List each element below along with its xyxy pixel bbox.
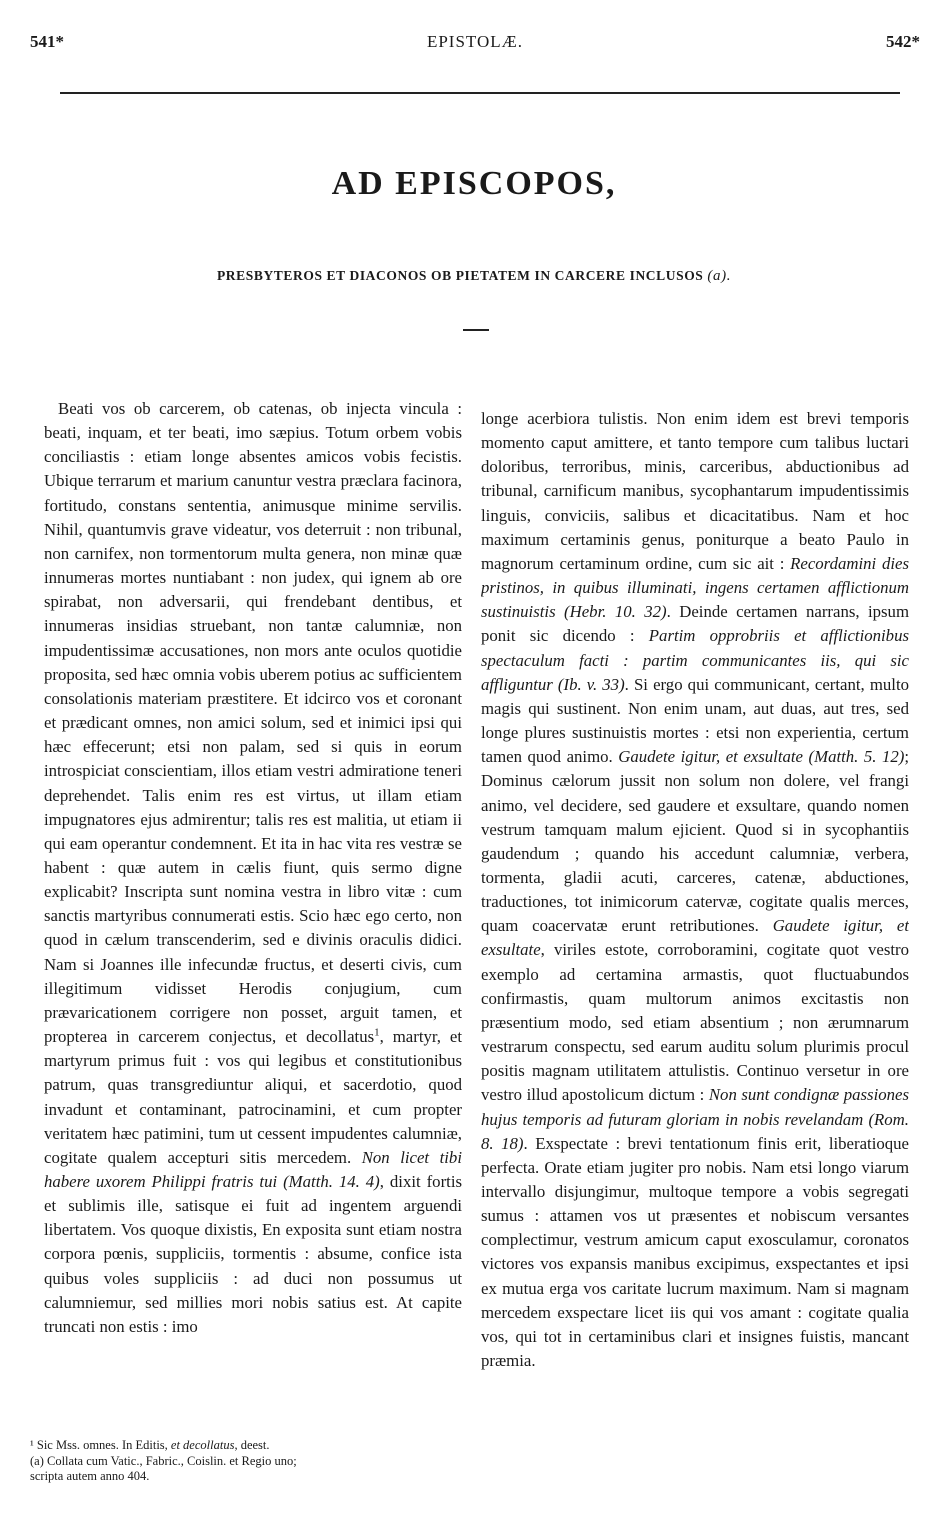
- scripture-reference: (Ib. v. 33): [557, 674, 625, 694]
- header-rule: [60, 92, 900, 94]
- scripture-quote: Gaudete igitur, et exsultate: [618, 747, 803, 767]
- text-run: . Si ergo qui communicant, certant, multo magis qui sustinent. Non enim unam, aut duas, aut tres, sed longe plures sustinuistis mortes : etsi non experientia, certum tamen quod animo.: [481, 674, 909, 767]
- footnote-italic: et decollatus: [170, 1438, 235, 1452]
- scripture-reference: (Rom. 8. 18): [481, 1109, 909, 1153]
- scripture-reference: (Matth. 5. 12): [808, 747, 905, 767]
- running-title: EPISTOLÆ.: [426, 32, 524, 51]
- text-run: Beati vos ob carcerem, ob catenas, ob injecta vincula : beati, inquam, et ter beati, imo sæpius. Totum orbem vobis conciliastis : etiam longe absentes amicos vobis fecistis. Ubique terrarum et marium canuntur vestra præclara facinora, fortitudo, constans sententia, animusque minime servilis. Nihil, quantumvis grave videatur, vos deterruit : non tribunal, non carnifex, non tormentorum multa genera, non minæ quæ innumeras mortes nuntiabant : non judex, qui ignem ab ore spirabat, non adversarii, qui frendebant dentibus, et innumeras insidias struebant, non tantæ calumniæ, non impudentissimæ accusationes, non mors ante oculos quotidie proposita, sed hæc omnia vobis uberem potius ac sufficientem consolationis materiam præstitere. Et idcirco vos et coronant et prædicant omnes, non amici solum, sed et inimici ipsi qui hæc effecerunt; etsi non palam, sed si quis in eorum introspiciat conscientiam, illos etiam vestri admiratione teneri deprehendet. Talis enim res est virtus, ut illam etiam impugnatores ejus admirentur; talis res est malitia, ut etiam ii qui eam operantur condemnent. Et ita in hac vita res vestræ se habent : quæ autem in cælis fiunt, quis sermo digne explicabit? Inscripta sunt nomina vestra in libro vitæ : cum sanctis martyribus connumerati estis. Scio hæc ego certo, non quod in cælum transcenderim, sed e divinis oraculis didici. Nam si Joannes ille infecundæ fructus, et deserti civis, cum illegitimum vidisset Herodis conjugium, cum prævaricationem corrigere non posset, arguit tamen, et propterea in carcerem conjectus, et decollatus: [44, 399, 462, 1047]
- scripture-quote: Non licet tibi habere uxorem Philippi fratris tui: [44, 1147, 462, 1191]
- scripture-reference: (Matth. 14. 4): [283, 1172, 380, 1191]
- footnote-a: (a) Collata cum Vatic., Fabric., Coislin. et Regio uno;: [30, 1453, 297, 1468]
- text-run: ; Dominus cælorum jussit non solum non dolere, vel frangi animo, vel decidere, sed gaudere et exsultare, quando nomen vestrum tamquam malum ejicient. Quod si in sycophantiis gaudendum ; quando his accedunt calumniæ, verbera, tormenta, gladii acuti, carceres, catenæ, abductiones, traductiones, tot inimicorum catervæ, cogitate qualis merces, quam coacervatæ erunt retributiones.: [481, 747, 909, 936]
- scripture-quote: Non sunt condignæ passiones hujus temporis ad futuram gloriam in nobis revelandam: [481, 1085, 909, 1129]
- footnote-text: , deest.: [234, 1438, 270, 1452]
- scripture-quote: Gaudete igitur, et exsultate: [481, 916, 909, 960]
- text-run: , viriles estote, corroboramini, cogitate quot vestro exemplo ad certamina armastis, quot fluctuabundos confirmastis, quam multorum animos excitastis non præsentium modo, sed etiam absentium ; non ærumnarum vestrarum conspectu, sed earum auditu solum plurimis procul positis magnam utilitatem attulistis. Continuo versetur in ore vestro illud apostolicum dictum :: [481, 940, 909, 1105]
- page-number-left: 541*: [30, 32, 64, 51]
- text-run: longe acerbiora tulistis. Non enim idem est brevi temporis momento caput amittere, et tanto tempore cum talibus luctari doloribus, terroribus, minis, carceribus, abductionibus ad tribunal, carnificum manibus, sycophantarum impudentissimis linguis, conviciis, salibus et dicacitatibus. Nam et hoc maximum certaminis genus, poniturque a beato Paulo in magnorum certaminum ordine, cum sic ait :: [481, 409, 909, 573]
- right-column: [481, 407, 909, 1502]
- text-run: . Deinde certamen narrans, ipsum ponit sic dicendo :: [481, 602, 909, 646]
- scripture-quote: Partim opprobriis et afflictionibus spectaculum facti : partim communicantes iis, qui sic affliguntur: [481, 626, 909, 694]
- letter-title: AD EPISCOPOS,: [331, 165, 617, 202]
- text-run: . Exspectate : brevi tentationum finis erit, liberatioque perfecta. Orate etiam jugiter pro nobis. Nam etsi longo viarum intervallo disjungimur, multoque tempore a vobis segregati sumus : attamen vos ut præsentes et nobiscum versantes complectimur, vestrum amicum caput exosculamur, coronatos victores vos expansis manibus excipimus, exspectantes et ipsi ex mutua erga vos caritate lucrum maximum. Nam si magnam mercedem exspectare licet iis qui vos amant : cogitate qualia vos, qui tot in certaminibus clari et insignes fuistis, mancant præmia.: [481, 1133, 909, 1371]
- running-head: [30, 32, 920, 58]
- footnote-a-continued: scripta autem anno 404.: [30, 1469, 150, 1483]
- scripture-reference: (Hebr. 10. 32): [564, 602, 667, 622]
- text-run: , martyr, et martyrum primus fuit : vos qui legibus et constitutionibus patrum, quas transgrediuntur aliqui, et sacerdotio, quod invadunt et contaminant, patrocinamini, et cum propter veritatem hæc patimini, tum ut cessent impudentes calumniæ, cogitate qualem accepturi sitis mercedem.: [44, 1027, 462, 1167]
- paragraph: [44, 397, 462, 1339]
- letter-subtitle: [0, 268, 948, 285]
- footnotes: [30, 1438, 470, 1485]
- subtitle-note-marker: (a).: [707, 268, 732, 284]
- scripture-quote: Recordamini dies pristinos, in quibus illuminati, ingens certamen afflictionum sustinuistis: [481, 553, 909, 622]
- footnote-text: ¹ Sic Mss. omnes. In Editis,: [30, 1438, 168, 1452]
- text-run: , dixit fortis et sublimis ille, satisque ei fuit ad ingentem arguendi libertatem. Vos quoque dixistis, En exposita sunt etiam nostra corpora pœnis, suppliciis, tormentis : absume, confice ista quibus voles suppliciis : ad duci non possumus ut calumniemur, sed millies mori nobis satius est. At capite truncati non estis : imo: [44, 1172, 462, 1336]
- footnote-1: [30, 1438, 470, 1454]
- subtitle-text: PRESBYTEROS ET DIACONOS OB PIETATEM IN CARCERE INCLUSOS: [216, 268, 704, 283]
- section-divider: [463, 329, 489, 331]
- left-column: [44, 397, 462, 1437]
- paragraph: [481, 407, 909, 1373]
- footnote-reference: 1: [374, 1026, 380, 1039]
- page-number-right: 542*: [886, 32, 920, 51]
